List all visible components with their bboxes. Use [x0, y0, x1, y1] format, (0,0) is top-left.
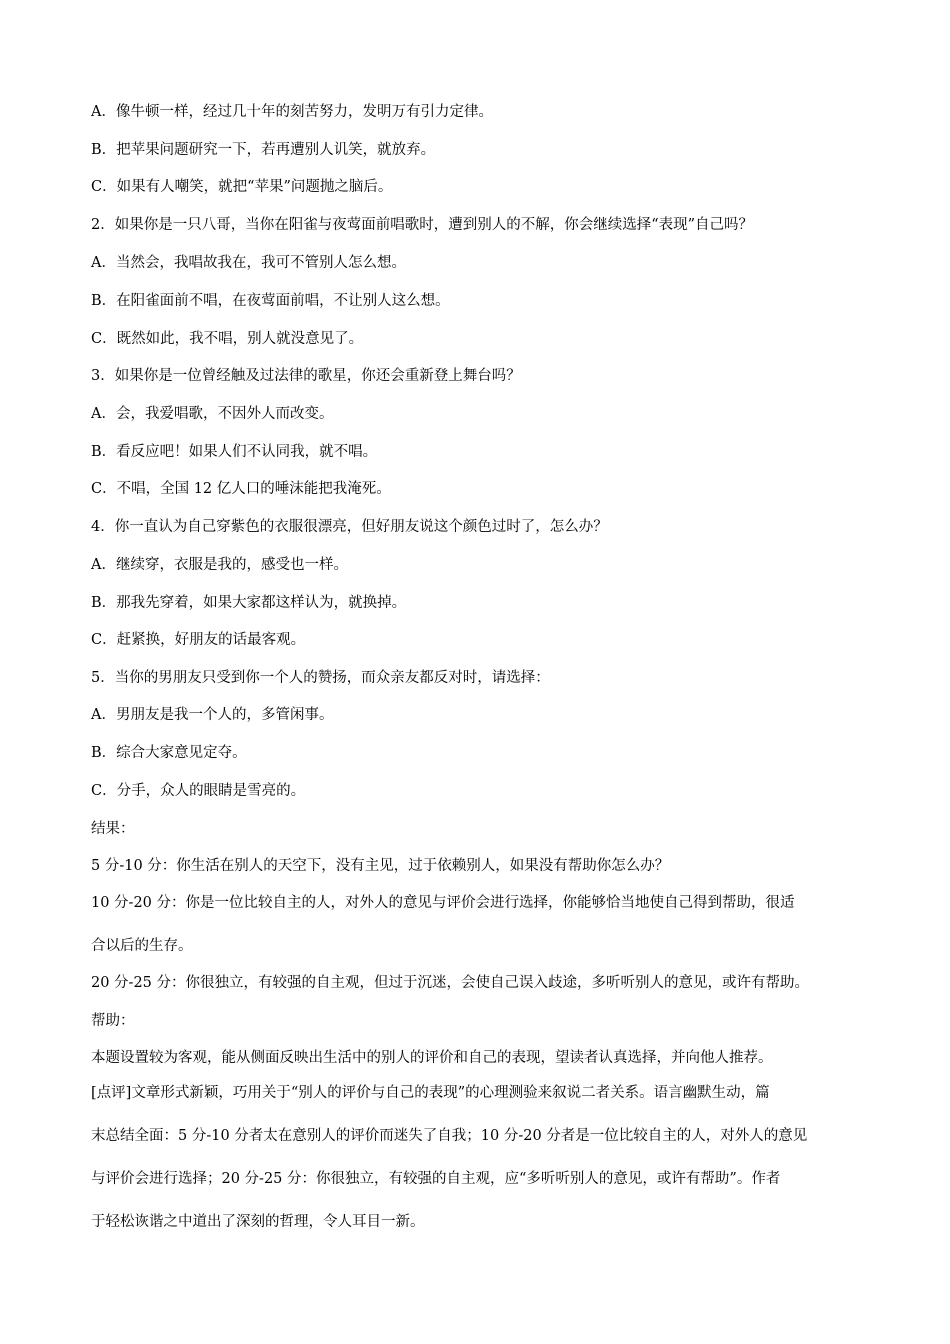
option-2a: A．当然会，我唱故我在，我可不管别人怎么想。 — [91, 255, 406, 271]
comment-line-1: [点评]文章形式新颖，巧用关于“别人的评价与自己的表现”的心理测验来叙说二者关系。语言幽默生动，篇 — [91, 1085, 770, 1101]
question-5: 5．当你的男朋友只受到你一个人的赞扬，而众亲友都反对时，请选择： — [91, 670, 550, 686]
option-1b: B．把苹果问题研究一下，若再遭别人讥笑，就放弃。 — [91, 142, 436, 158]
help-heading: 帮助： — [91, 1013, 135, 1029]
result-10-20-cont: 合以后的生存。 — [91, 938, 193, 954]
result-5-10: 5 分-10 分：你生活在别人的天空下，没有主见，过于依赖别人，如果没有帮助你怎么办？ — [91, 858, 670, 874]
option-3a: A．会，我爱唱歌，不因外人而改变。 — [91, 406, 334, 422]
option-4a: A．继续穿，衣服是我的，感受也一样。 — [91, 557, 348, 573]
result-10-20: 10 分-20 分：你是一位比较自主的人，对外人的意见与评价会进行选择，你能够恰当地使自己得到帮助，很适 — [91, 895, 795, 911]
option-3c: C．不唱，全国 12 亿人口的唾沫能把我淹死。 — [91, 481, 391, 497]
option-2b: B．在阳雀面前不唱，在夜莺面前唱，不让别人这么想。 — [91, 293, 450, 309]
option-4b: B．那我先穿着，如果大家都这样认为，就换掉。 — [91, 595, 407, 611]
option-5c: C．分手，众人的眼睛是雪亮的。 — [91, 783, 306, 799]
option-4c: C．赶紧换，好朋友的话最客观。 — [91, 632, 306, 648]
question-4: 4．你一直认为自己穿紫色的衣服很漂亮，但好朋友说这个颜色过时了，怎么办？ — [91, 519, 608, 535]
option-5b: B．综合大家意见定夺。 — [91, 745, 247, 761]
question-2: 2．如果你是一只八哥，当你在阳雀与夜莺面前唱歌时，遭到别人的不解，你会继续选择“表现”自己吗？ — [91, 217, 754, 233]
option-2c: C．既然如此，我不唱，别人就没意见了。 — [91, 331, 364, 347]
question-3: 3．如果你是一位曾经触及过法律的歌星，你还会重新登上舞台吗？ — [91, 368, 521, 384]
comment-line-3: 与评价会进行选择；20 分-25 分：你很独立，有较强的自主观，应“多听听别人的意见，或许有帮助”。作者 — [91, 1171, 781, 1187]
help-text: 本题设置较为客观，能从侧面反映出生活中的别人的评价和自己的表现，望读者认真选择，并向他人推荐。 — [91, 1050, 773, 1066]
comment-line-2: 末总结全面：5 分-10 分者太在意别人的评价而迷失了自我；10 分-20 分者是一位比较自主的人，对外人的意见 — [91, 1128, 808, 1144]
comment-line-4: 于轻松诙谐之中道出了深刻的哲理，令人耳目一新。 — [91, 1214, 425, 1230]
result-20-25: 20 分-25 分：你很独立，有较强的自主观，但过于沉迷，会使自己误入歧途，多听听别人的意见，或许有帮助。 — [91, 975, 810, 991]
option-1c: C．如果有人嘲笑，就把“苹果”问题抛之脑后。 — [91, 179, 393, 195]
option-3b: B．看反应吧！如果人们不认同我，就不唱。 — [91, 444, 378, 460]
option-1a: A．像牛顿一样，经过几十年的刻苦努力，发明万有引力定律。 — [91, 104, 493, 120]
option-5a: A．男朋友是我一个人的，多管闲事。 — [91, 707, 334, 723]
results-heading: 结果： — [91, 821, 135, 837]
